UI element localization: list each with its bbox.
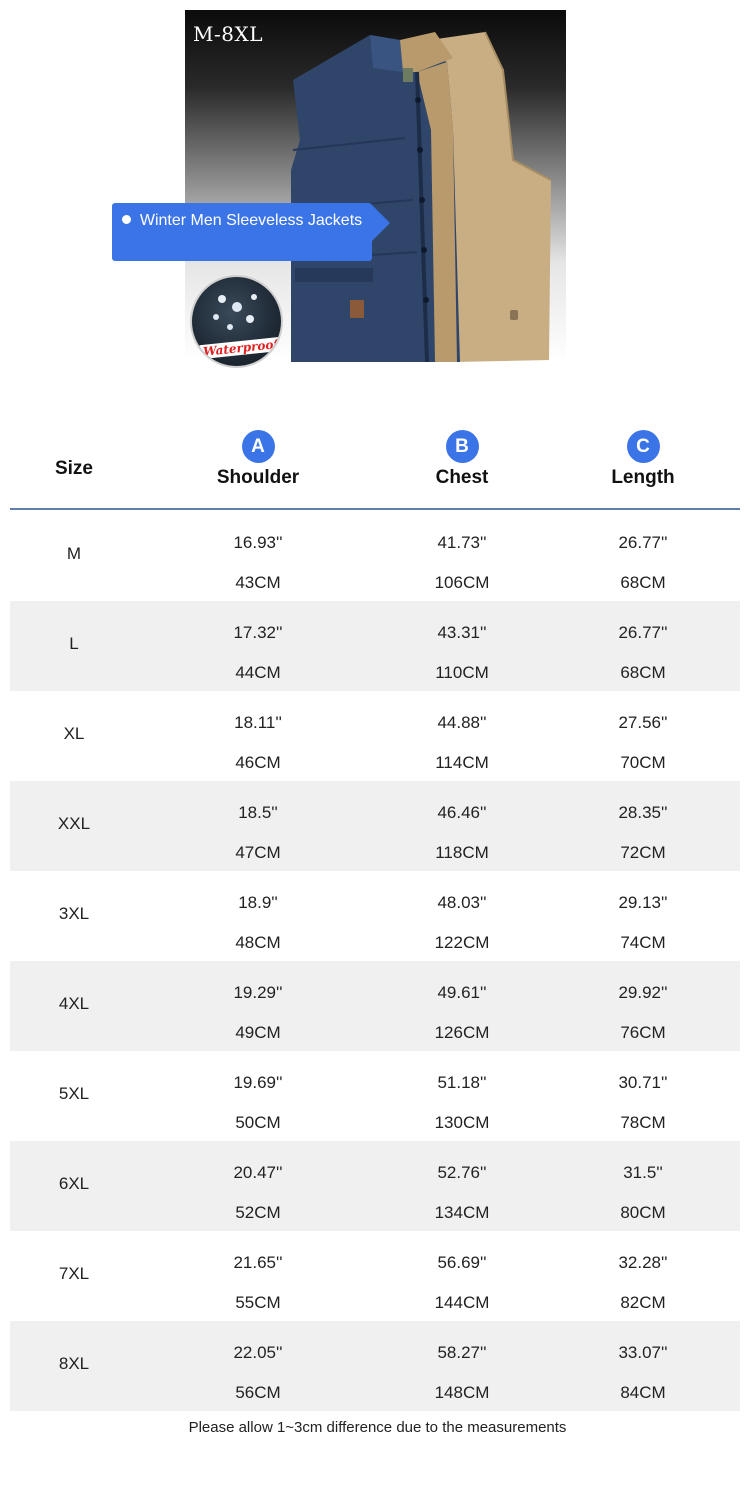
shoulder-cm-cell: 49CM — [235, 1023, 281, 1042]
size-cell: 5XL — [58, 1084, 90, 1103]
table-row — [10, 1321, 740, 1411]
length-inch-cell: 28.35'' — [618, 803, 668, 822]
marker-b-icon: B — [446, 430, 479, 463]
shoulder-cm-cell: 47CM — [235, 843, 281, 862]
waterproof-label: Waterproof — [199, 337, 282, 359]
size-cell: XXL — [57, 814, 91, 833]
marker-c-icon: C — [627, 430, 660, 463]
chest-inch-cell: 44.88'' — [437, 713, 487, 732]
length-inch-cell: 29.92'' — [618, 983, 668, 1002]
callout-text: Winter Men Sleeveless Jackets — [139, 212, 363, 229]
chest-cm-cell: 144CM — [434, 1293, 490, 1312]
bullet-icon — [122, 215, 131, 224]
table-row — [10, 1141, 740, 1231]
size-cell: 4XL — [58, 994, 90, 1013]
shoulder-cm-cell: 52CM — [235, 1203, 281, 1222]
table-row — [10, 1231, 740, 1321]
shoulder-inch-cell: 18.11'' — [234, 713, 282, 732]
shoulder-cm-cell: 43CM — [235, 573, 281, 592]
table-row — [10, 601, 740, 691]
chest-inch-cell: 58.27'' — [437, 1343, 487, 1362]
chest-column-header — [362, 420, 562, 510]
size-table-body — [10, 511, 740, 1411]
table-row — [10, 871, 740, 961]
shoulder-header-label: Shoulder — [216, 467, 300, 488]
length-header-label: Length — [611, 467, 675, 488]
waterproof-badge — [190, 275, 283, 368]
shoulder-column-header — [158, 420, 358, 510]
length-inch-cell: 33.07'' — [618, 1343, 668, 1362]
table-row — [10, 691, 740, 781]
table-row — [10, 511, 740, 601]
shoulder-inch-cell: 17.32'' — [233, 623, 283, 642]
size-cell: 8XL — [58, 1354, 90, 1373]
size-cell: 3XL — [58, 904, 90, 923]
measurement-note: Please allow 1~3cm difference due to the measurements — [188, 1419, 567, 1436]
length-cm-cell: 84CM — [620, 1383, 666, 1402]
size-cell: L — [69, 634, 79, 653]
length-inch-cell: 30.71'' — [618, 1073, 668, 1092]
length-inch-cell: 27.56'' — [618, 713, 668, 732]
shoulder-inch-cell: 18.5'' — [238, 803, 278, 822]
shoulder-inch-cell: 16.93'' — [233, 533, 283, 552]
table-row — [10, 781, 740, 871]
table-row — [10, 961, 740, 1051]
length-cm-cell: 82CM — [620, 1293, 666, 1312]
chest-inch-cell: 48.03'' — [437, 893, 487, 912]
chest-cm-cell: 114CM — [435, 753, 489, 772]
chest-inch-cell: 51.18'' — [437, 1073, 487, 1092]
length-inch-cell: 26.77'' — [618, 533, 668, 552]
length-cm-cell: 68CM — [620, 573, 666, 592]
size-column-header: Size — [54, 458, 94, 479]
chest-cm-cell: 106CM — [434, 573, 490, 592]
length-inch-cell: 29.13'' — [618, 893, 668, 912]
chest-inch-cell: 41.73'' — [437, 533, 487, 552]
chest-cm-cell: 110CM — [435, 663, 489, 682]
shoulder-cm-cell: 50CM — [235, 1113, 281, 1132]
length-inch-cell: 26.77'' — [618, 623, 668, 642]
length-cm-cell: 72CM — [620, 843, 666, 862]
chest-cm-cell: 126CM — [434, 1023, 490, 1042]
size-cell: 6XL — [58, 1174, 90, 1193]
length-inch-cell: 32.28'' — [618, 1253, 668, 1272]
marker-a-icon: A — [242, 430, 275, 463]
length-cm-cell: 68CM — [620, 663, 666, 682]
chest-inch-cell: 49.61'' — [437, 983, 487, 1002]
shoulder-inch-cell: 22.05'' — [233, 1343, 283, 1362]
length-cm-cell: 74CM — [620, 933, 666, 952]
shoulder-inch-cell: 19.29'' — [233, 983, 283, 1002]
chest-header-label: Chest — [435, 467, 489, 488]
chest-cm-cell: 148CM — [434, 1383, 490, 1402]
size-range-label: M-8XL — [193, 22, 263, 46]
chest-inch-cell: 56.69'' — [437, 1253, 487, 1272]
chest-cm-cell: 134CM — [434, 1203, 490, 1222]
table-row — [10, 1051, 740, 1141]
chest-inch-cell: 43.31'' — [437, 623, 487, 642]
size-cell: M — [66, 544, 82, 563]
shoulder-cm-cell: 44CM — [235, 663, 281, 682]
chest-inch-cell: 52.76'' — [437, 1163, 487, 1182]
size-table-header — [10, 420, 740, 510]
size-cell: 7XL — [58, 1264, 90, 1283]
length-cm-cell: 70CM — [620, 753, 666, 772]
product-callout — [112, 203, 372, 261]
size-cell: XL — [63, 724, 85, 743]
length-cm-cell: 76CM — [620, 1023, 666, 1042]
shoulder-cm-cell: 48CM — [235, 933, 281, 952]
chest-cm-cell: 122CM — [434, 933, 490, 952]
shoulder-inch-cell: 18.9'' — [238, 893, 278, 912]
shoulder-inch-cell: 21.65'' — [233, 1253, 283, 1272]
shoulder-inch-cell: 20.47'' — [233, 1163, 283, 1182]
length-cm-cell: 78CM — [620, 1113, 666, 1132]
length-inch-cell: 31.5'' — [623, 1163, 663, 1182]
chest-cm-cell: 118CM — [435, 843, 489, 862]
chest-cm-cell: 130CM — [434, 1113, 490, 1132]
shoulder-cm-cell: 46CM — [235, 753, 281, 772]
shoulder-cm-cell: 56CM — [235, 1383, 281, 1402]
length-cm-cell: 80CM — [620, 1203, 666, 1222]
shoulder-inch-cell: 19.69'' — [233, 1073, 283, 1092]
length-column-header — [543, 420, 743, 510]
shoulder-cm-cell: 55CM — [235, 1293, 281, 1312]
chest-inch-cell: 46.46'' — [437, 803, 487, 822]
